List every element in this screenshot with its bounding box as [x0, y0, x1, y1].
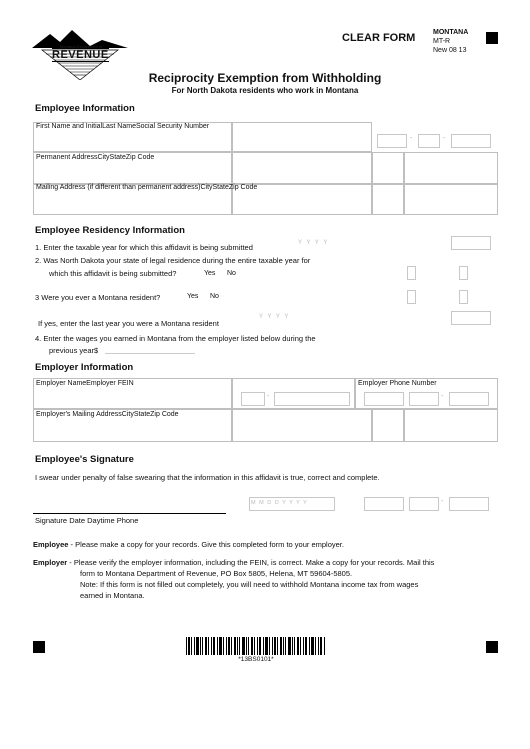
employer-info-heading: Employer Information	[35, 362, 134, 373]
signature-line-label: Signature Date Daytime Phone	[35, 516, 139, 525]
q3-year-hint: Y Y Y Y	[259, 314, 290, 320]
q1-year-hint: Y Y Y Y	[298, 240, 329, 246]
fein-dash: -	[267, 393, 270, 400]
employer-instruction-line4: earned in Montana.	[80, 591, 145, 600]
employer-instruction-line1	[33, 558, 434, 567]
agency-small-text: Montana Department of	[60, 44, 103, 49]
q3-no-checkbox[interactable]	[459, 290, 468, 304]
phone-area-code[interactable]	[364, 392, 404, 406]
employee-instruction	[33, 540, 344, 549]
employer-zip-field[interactable]	[404, 409, 498, 442]
state-field[interactable]	[372, 152, 404, 184]
daytime-phone-line[interactable]	[449, 497, 489, 511]
phone-prefix[interactable]	[409, 392, 439, 406]
q2-no-checkbox[interactable]	[459, 266, 468, 280]
ssn-part2[interactable]	[418, 134, 440, 148]
fein-part1[interactable]	[241, 392, 265, 406]
signature-field[interactable]	[33, 495, 226, 513]
ssn-part3[interactable]	[451, 134, 491, 148]
residency-heading: Employee Residency Information	[35, 225, 185, 236]
q2-yes-checkbox[interactable]	[407, 266, 416, 280]
employee-instruction-text: - Please make a copy for your records. Give this completed form to your employer.	[68, 540, 344, 549]
mailing-address-label: Mailing Address (if different than permanent address)CityStateZip Code	[36, 184, 258, 191]
form-id-block	[433, 28, 468, 55]
q2-yes-label: Yes	[204, 270, 216, 277]
wages-input[interactable]	[105, 353, 195, 354]
agency-name: REVENUE	[52, 49, 109, 61]
question-4-line2	[49, 346, 98, 355]
last-resident-year-input[interactable]	[451, 311, 491, 325]
q2-no-label: No	[227, 270, 236, 277]
question-2-line1: 2. Was North Dakota your state of legal residence during the entire taxable year for	[35, 256, 311, 265]
currency-symbol: $	[94, 346, 99, 355]
zip-field[interactable]	[404, 152, 498, 184]
question-1: 1. Enter the taxable year for which this affidavit is being submitted	[35, 243, 253, 252]
previous-year-text: previous year	[49, 346, 95, 355]
daytime-phone-area[interactable]	[364, 497, 404, 511]
daytime-phone-prefix[interactable]	[409, 497, 439, 511]
city-field[interactable]	[232, 152, 372, 184]
fein-part2[interactable]	[274, 392, 350, 406]
employer-name-label: Employer NameEmployer FEIN	[36, 380, 134, 387]
barcode-text: *13BS0101*	[238, 656, 274, 663]
permanent-address-label: Permanent AddressCityStateZip Code	[36, 154, 155, 161]
state-name: MONTANA	[433, 29, 469, 36]
barcode	[186, 637, 326, 655]
employer-instruction-line2: form to Montana Department of Revenue, PO Box 5805, Helena, MT 59604-5805.	[80, 569, 353, 578]
phone-line[interactable]	[449, 392, 489, 406]
daytime-phone-dash: -	[441, 498, 444, 505]
q3-yes-label: Yes	[187, 293, 199, 300]
revision: New 08 13	[433, 47, 467, 54]
question-3-followup: If yes, enter the last year you were a Montana resident	[38, 319, 219, 328]
phone-dash: -	[441, 393, 444, 400]
employee-instruction-label: Employee	[33, 540, 69, 549]
page-subtitle: For North Dakota residents who work in Montana	[171, 86, 359, 95]
employer-state-field[interactable]	[372, 409, 404, 442]
employer-city-field[interactable]	[232, 409, 372, 442]
employer-mailing-label: Employer's Mailing AddressCityStateZip Code	[36, 411, 179, 418]
employee-info-heading: Employee Information	[35, 103, 135, 114]
employer-phone-label: Employer Phone Number	[358, 380, 437, 387]
signature-statement: I swear under penalty of false swearing that the information in this affidavit is true, correct and complete.	[35, 473, 380, 482]
ssn-part1[interactable]	[377, 134, 407, 148]
employer-instruction-label: Employer	[33, 558, 68, 567]
mailing-state-field[interactable]	[372, 184, 404, 215]
employee-name-label: First Name and InitialLast NameSocial Security Number	[36, 123, 210, 130]
form-code: MT-R	[433, 38, 451, 45]
signature-heading: Employee's Signature	[35, 454, 134, 465]
signature-line	[33, 513, 226, 514]
employer-instruction-text: - Please verify the employer information, including the FEIN, is correct. Make a copy for your records. Mail this	[67, 558, 435, 567]
question-2-line2: which this affidavit is being submitted?	[49, 269, 177, 278]
registration-mark-top-right	[486, 32, 498, 44]
ssn-dash-2: -	[443, 135, 446, 142]
registration-mark-bottom-right	[486, 641, 498, 653]
clear-form-button[interactable]: CLEAR FORM	[342, 30, 428, 46]
q3-no-label: No	[210, 293, 219, 300]
page-title: Reciprocity Exemption from Withholding	[148, 71, 382, 85]
taxable-year-input[interactable]	[451, 236, 491, 250]
ssn-dash-1: -	[410, 135, 413, 142]
mailing-zip-field[interactable]	[404, 184, 498, 215]
question-3: 3 Were you ever a Montana resident?	[35, 293, 161, 302]
question-4-line1: 4. Enter the wages you earned in Montana from the employer listed below during the	[35, 334, 316, 343]
registration-mark-bottom-left	[33, 641, 45, 653]
date-format-hint: M M D D Y Y Y Y	[251, 500, 308, 506]
last-name-field[interactable]	[232, 122, 372, 152]
employer-instruction-line3: Note: If this form is not filled out completely, you will need to withhold Montana income tax from wages	[80, 580, 419, 589]
q3-yes-checkbox[interactable]	[407, 290, 416, 304]
